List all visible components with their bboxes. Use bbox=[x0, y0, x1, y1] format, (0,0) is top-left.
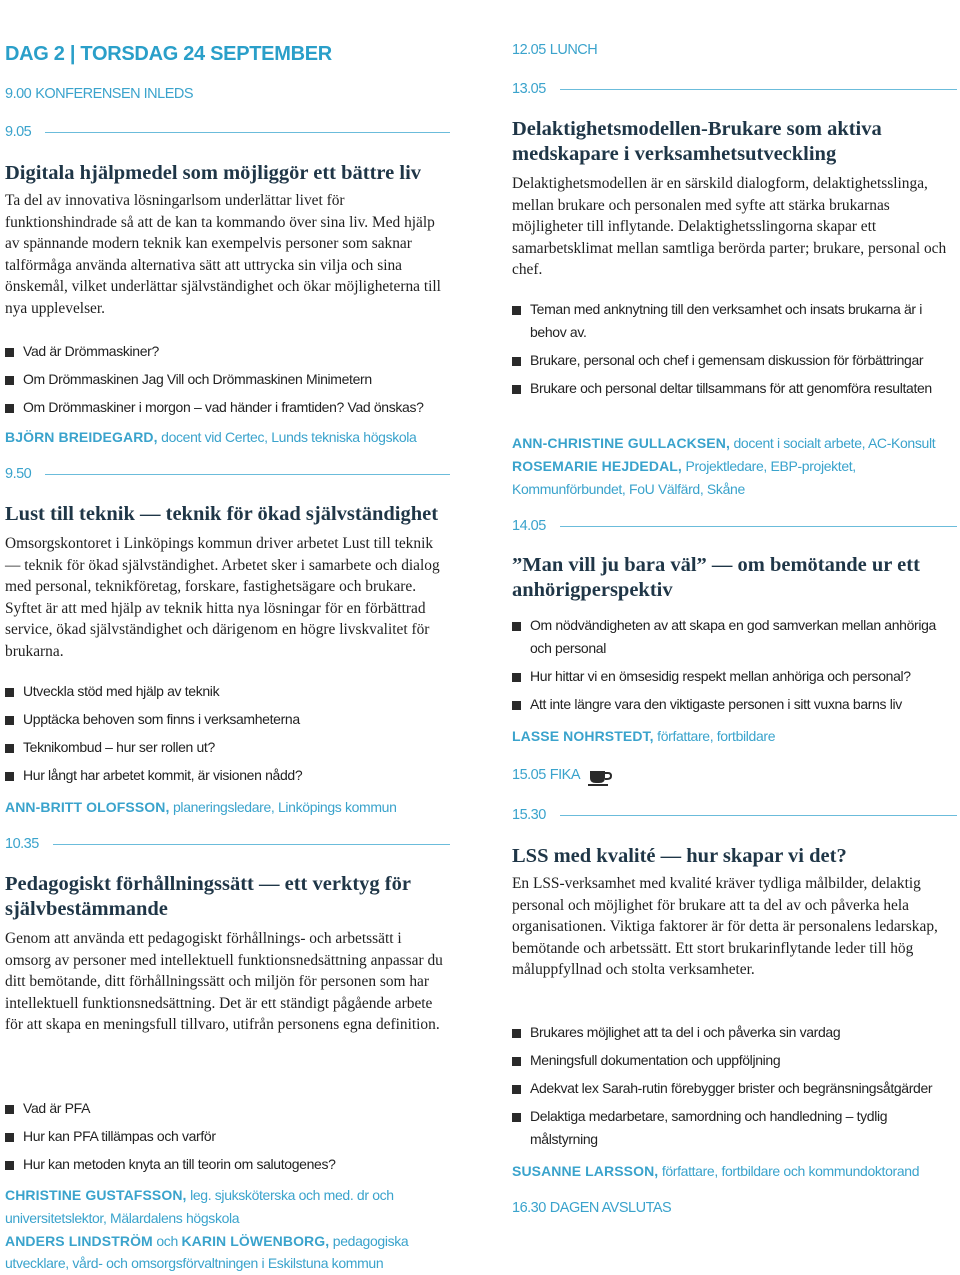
time-rule bbox=[5, 466, 450, 482]
session-label: KONFERENSEN INLEDS bbox=[35, 86, 194, 102]
square-bullet-icon bbox=[5, 348, 14, 357]
session-block bbox=[512, 553, 957, 603]
session-title: Digitala hjälpmedel som möjliggör ett bättre liv bbox=[5, 162, 422, 184]
square-bullet-icon bbox=[512, 1113, 521, 1122]
square-bullet-icon bbox=[512, 1085, 521, 1094]
divider bbox=[560, 89, 957, 90]
session-block bbox=[5, 872, 450, 1036]
square-bullet-icon bbox=[5, 1105, 14, 1114]
bullet-list bbox=[512, 1021, 957, 1156]
divider bbox=[45, 132, 450, 133]
time-label: 13.05 bbox=[512, 81, 546, 97]
session-block bbox=[512, 117, 957, 281]
speaker-credit: LASSE NOHRSTEDT, författare, fortbildare bbox=[512, 728, 776, 744]
square-bullet-icon bbox=[5, 404, 14, 413]
list-item: Teknikombud – hur ser rollen ut? bbox=[5, 736, 450, 759]
list-item: Om Drömmaskinen Jag Vill och Drömmaskinen Minimetern bbox=[5, 368, 450, 391]
square-bullet-icon bbox=[5, 716, 14, 725]
speaker-credit: ANN-CHRISTINE GULLACKSEN, docent i socialt arbete, AC-Konsult ROSEMARIE HEJDEDAL, Projektledare, EBP-projektet, Kommunförbundet, FoU Välfärd, Skåne bbox=[512, 435, 936, 497]
square-bullet-icon bbox=[512, 701, 521, 710]
session-label: DAGEN AVSLUTAS bbox=[549, 1200, 672, 1216]
list-item: Meningsfull dokumentation och uppföljning bbox=[512, 1049, 957, 1072]
session-description: Delaktighetsmodellen är en särskild dialogform, delaktighetsslinga, mellan brukare och personalen med syfte att stärka brukarnas möjligheter till inflytande. Delaktighetsslingorna skapar ett samarbetsklimat mellan samtliga berörda parter; brukare, personal och chef. bbox=[512, 175, 947, 279]
session-title: Lust till teknik — teknik för ökad självständighet bbox=[5, 503, 439, 525]
bullet-list bbox=[5, 680, 450, 792]
list-item: Utveckla stöd med hjälp av teknik bbox=[5, 680, 450, 703]
square-bullet-icon bbox=[512, 1057, 521, 1066]
session-description: Genom att använda ett pedagogiskt förhållnings- och arbetssätt i omsorg av personer med intellektuell funktionsnedsättning anpassar du ditt bemötande, ditt förhållningssätt och miljön för personen som har intellektuell funktionsnedsättning. Det är ett ständigt pågående arbete för att skapa en meningsfull tillvaro, utifrån personens egna definition. bbox=[5, 930, 443, 1034]
square-bullet-icon bbox=[5, 1133, 14, 1142]
session-title: LSS med kvalité — hur skapar vi det? bbox=[512, 845, 847, 867]
speaker-credit: ANN-BRITT OLOFSSON, planeringsledare, Linköpings kommun bbox=[5, 799, 397, 815]
day-heading: DAG 2 | TORSDAG 24 SEPTEMBER bbox=[5, 43, 332, 65]
square-bullet-icon bbox=[5, 376, 14, 385]
list-item: Brukares möjlighet att ta del i och påverka sin vardag bbox=[512, 1021, 957, 1044]
time-label: 9.50 bbox=[5, 466, 32, 482]
speaker-credit: SUSANNE LARSSON, författare, fortbildare och kommundoktorand bbox=[512, 1163, 920, 1179]
speaker-credit: CHRISTINE GUSTAFSSON, leg. sjuksköterska och med. dr och universitetslektor, Mälardalens högskola ANDERS LINDSTRÖM och KARIN LÖWENBORG, pedagogiska utvecklare, vård- och omsorgsförvaltningen i Eskilstuna kommun bbox=[5, 1187, 409, 1272]
session-title: ”Man vill ju bara väl” — om bemötande ur ett anhörigperspektiv bbox=[512, 554, 920, 601]
time-label: 15.05 bbox=[512, 767, 546, 783]
time-label: 10.35 bbox=[5, 836, 39, 852]
square-bullet-icon bbox=[5, 744, 14, 753]
bullet-list bbox=[5, 1097, 450, 1181]
square-bullet-icon bbox=[5, 772, 14, 781]
schedule-end-line bbox=[512, 1200, 957, 1216]
list-item: Hur långt har arbetet kommit, är visionen nådd? bbox=[5, 764, 450, 787]
divider bbox=[53, 844, 450, 845]
square-bullet-icon bbox=[512, 622, 521, 631]
time-label: 9.00 bbox=[5, 86, 32, 102]
list-item: Hur kan metoden knyta an till teorin om salutogenes? bbox=[5, 1153, 450, 1176]
time-label: 14.05 bbox=[512, 518, 546, 534]
square-bullet-icon bbox=[512, 385, 521, 394]
session-label: LUNCH bbox=[549, 42, 598, 58]
session-description: Ta del av innovativa lösningarlsom underlättar livet för funktionshindrade så att de kan ta kommando över sina liv. Med hjälp av spännande modern teknik kan exempelvis personer som saknar talförmåga använda alternativa sätt att uttrycka sin vilja och sina önskemål, vilket underlättar självständighet och ökar möjligheterna till nya upplevelser. bbox=[5, 192, 441, 317]
bullet-list bbox=[5, 340, 450, 424]
list-item: Brukare, personal och chef i gemensam diskussion för förbättringar bbox=[512, 349, 952, 372]
speaker-credit: BJÖRN BREIDEGARD, docent vid Certec, Lunds tekniska högskola bbox=[5, 429, 417, 445]
time-label: 15.30 bbox=[512, 807, 546, 823]
divider bbox=[560, 526, 957, 527]
square-bullet-icon bbox=[5, 1161, 14, 1170]
session-label: FIKA bbox=[549, 767, 581, 783]
divider bbox=[45, 474, 450, 475]
time-label: 16.30 bbox=[512, 1200, 546, 1216]
time-rule bbox=[512, 807, 957, 823]
square-bullet-icon bbox=[512, 306, 521, 315]
bullet-list bbox=[512, 614, 952, 721]
time-rule bbox=[512, 518, 957, 534]
session-block bbox=[5, 502, 450, 663]
list-item: Delaktiga medarbetare, samordning och handledning – tydlig målstyrning bbox=[512, 1105, 957, 1150]
time-rule bbox=[5, 836, 450, 852]
divider bbox=[560, 815, 957, 816]
coffee-cup-icon bbox=[588, 768, 606, 782]
session-description: Omsorgskontoret i Linköpings kommun driver arbetet Lust till teknik — teknik för ökad självständighet. Arbetet sker i samarbete och dialog med personal, teknikföretag, forskare, fastighetsägare och brukare. Syftet är att med hjälp av teknik hitta nya lösningar för en förbättrad service, ökad självständighet och därigenom en högre livskvalitet för brukarna. bbox=[5, 535, 440, 660]
time-label: 9.05 bbox=[5, 124, 32, 140]
time-rule bbox=[512, 81, 957, 97]
list-item: Adekvat lex Sarah-rutin förebygger brister och begränsningsåtgärder bbox=[512, 1077, 957, 1100]
session-block bbox=[5, 161, 450, 320]
list-item: Att inte längre vara den viktigaste personen i sitt vuxna barns liv bbox=[512, 693, 952, 716]
list-item: Hur hittar vi en ömsesidig respekt mellan anhöriga och personal? bbox=[512, 665, 952, 688]
session-description: En LSS-verksamhet med kvalité kräver tydliga målbilder, delaktig personal och möjlighet för brukare att ta del av och påverka hela organisationen. Viktiga faktorer är för detta är personalens ledarskap, bemötande och arbetssätt. Ett stort brukarinflytande leder till hög måluppfyllnad och stolta verksamheter. bbox=[512, 875, 938, 979]
list-item: Vad är PFA bbox=[5, 1097, 450, 1120]
time-label: 12.05 bbox=[512, 42, 546, 58]
time-rule bbox=[5, 124, 450, 140]
bullet-list bbox=[512, 298, 952, 405]
square-bullet-icon bbox=[512, 357, 521, 366]
list-item: Vad är Drömmaskiner? bbox=[5, 340, 450, 363]
session-title: Pedagogiskt förhållningssätt — ett verktyg för självbestämmande bbox=[5, 873, 411, 920]
list-item: Teman med anknytning till den verksamhet och insats brukarna är i behov av. bbox=[512, 298, 952, 343]
square-bullet-icon bbox=[512, 673, 521, 682]
list-item: Om nödvändigheten av att skapa en god samverkan mellan anhöriga och personal bbox=[512, 614, 952, 659]
square-bullet-icon bbox=[5, 688, 14, 697]
schedule-open-line bbox=[5, 86, 450, 102]
session-block bbox=[512, 844, 957, 981]
schedule-lunch-line bbox=[512, 42, 957, 58]
list-item: Upptäcka behoven som finns i verksamheterna bbox=[5, 708, 450, 731]
session-title: Delaktighetsmodellen-Brukare som aktiva medskapare i verksamhetsutveckling bbox=[512, 118, 882, 165]
list-item: Om Drömmaskiner i morgon – vad händer i framtiden? Vad önskas? bbox=[5, 396, 450, 419]
list-item: Brukare och personal deltar tillsammans för att genomföra resultaten bbox=[512, 377, 952, 400]
schedule-fika-line bbox=[512, 767, 957, 783]
square-bullet-icon bbox=[512, 1029, 521, 1038]
list-item: Hur kan PFA tillämpas och varför bbox=[5, 1125, 450, 1148]
